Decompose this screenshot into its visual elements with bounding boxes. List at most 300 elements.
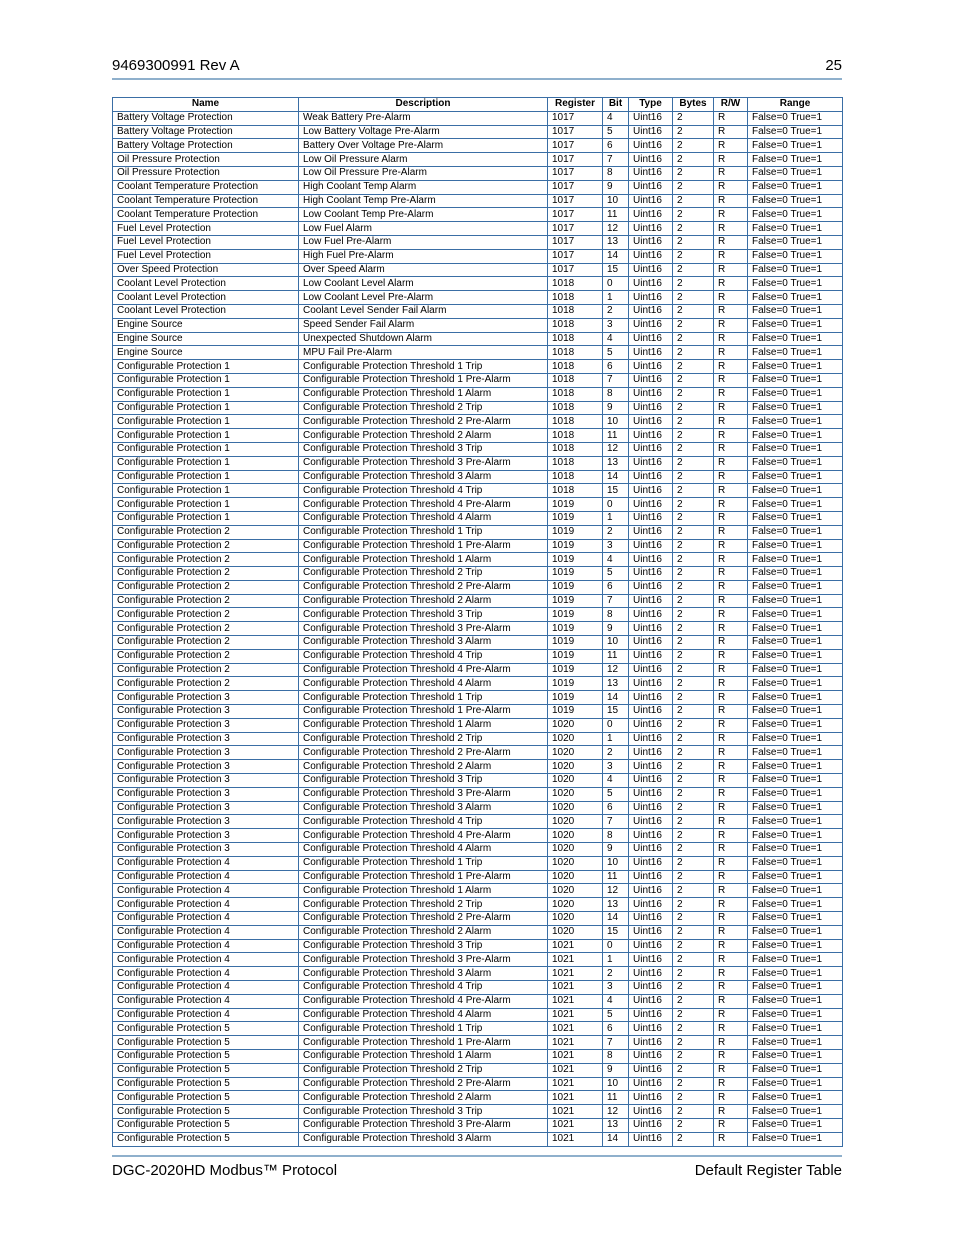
cell-description: Configurable Protection Threshold 1 Alarm xyxy=(299,718,548,732)
cell-rw: R xyxy=(714,332,748,346)
cell-register: 1018 xyxy=(548,304,603,318)
cell-name: Configurable Protection 4 xyxy=(113,898,299,912)
table-row xyxy=(113,912,843,926)
cell-range: False=0 True=1 xyxy=(748,567,843,581)
cell-bit: 10 xyxy=(603,636,629,650)
cell-range: False=0 True=1 xyxy=(748,925,843,939)
cell-range: False=0 True=1 xyxy=(748,360,843,374)
cell-register: 1020 xyxy=(548,815,603,829)
cell-rw: R xyxy=(714,649,748,663)
cell-description: Configurable Protection Threshold 4 Trip xyxy=(299,484,548,498)
cell-register: 1019 xyxy=(548,705,603,719)
cell-bytes: 2 xyxy=(673,222,714,236)
cell-description: Configurable Protection Threshold 1 Pre-Alarm xyxy=(299,373,548,387)
cell-register: 1019 xyxy=(548,663,603,677)
cell-register: 1021 xyxy=(548,939,603,953)
cell-register: 1018 xyxy=(548,470,603,484)
table-row xyxy=(113,387,843,401)
cell-bit: 4 xyxy=(603,553,629,567)
cell-description: Low Battery Voltage Pre-Alarm xyxy=(299,125,548,139)
cell-name: Configurable Protection 3 xyxy=(113,829,299,843)
cell-bit: 12 xyxy=(603,442,629,456)
cell-bit: 15 xyxy=(603,263,629,277)
cell-register: 1018 xyxy=(548,401,603,415)
cell-register: 1019 xyxy=(548,525,603,539)
cell-bit: 9 xyxy=(603,401,629,415)
cell-bit: 14 xyxy=(603,912,629,926)
table-row xyxy=(113,222,843,236)
cell-description: Configurable Protection Threshold 1 Trip xyxy=(299,525,548,539)
cell-description: Configurable Protection Threshold 3 Pre-Alarm xyxy=(299,787,548,801)
cell-name: Coolant Temperature Protection xyxy=(113,180,299,194)
cell-bytes: 2 xyxy=(673,1105,714,1119)
cell-name: Engine Source xyxy=(113,332,299,346)
cell-bytes: 2 xyxy=(673,622,714,636)
cell-range: False=0 True=1 xyxy=(748,401,843,415)
cell-range: False=0 True=1 xyxy=(748,884,843,898)
cell-name: Configurable Protection 1 xyxy=(113,360,299,374)
cell-name: Over Speed Protection xyxy=(113,263,299,277)
cell-register: 1019 xyxy=(548,594,603,608)
cell-rw: R xyxy=(714,580,748,594)
cell-description: Configurable Protection Threshold 2 Pre-Alarm xyxy=(299,746,548,760)
cell-description: Configurable Protection Threshold 1 Alarm xyxy=(299,553,548,567)
table-row xyxy=(113,567,843,581)
cell-bytes: 2 xyxy=(673,649,714,663)
cell-bit: 10 xyxy=(603,415,629,429)
cell-range: False=0 True=1 xyxy=(748,898,843,912)
cell-rw: R xyxy=(714,622,748,636)
cell-bytes: 2 xyxy=(673,925,714,939)
cell-bytes: 2 xyxy=(673,801,714,815)
cell-register: 1020 xyxy=(548,718,603,732)
cell-range: False=0 True=1 xyxy=(748,732,843,746)
cell-range: False=0 True=1 xyxy=(748,1008,843,1022)
cell-name: Configurable Protection 3 xyxy=(113,718,299,732)
cell-range: False=0 True=1 xyxy=(748,222,843,236)
cell-range: False=0 True=1 xyxy=(748,208,843,222)
cell-range: False=0 True=1 xyxy=(748,525,843,539)
cell-rw: R xyxy=(714,442,748,456)
table-row xyxy=(113,249,843,263)
cell-name: Configurable Protection 5 xyxy=(113,1105,299,1119)
cell-range: False=0 True=1 xyxy=(748,774,843,788)
cell-description: Configurable Protection Threshold 1 Alarm xyxy=(299,884,548,898)
table-row xyxy=(113,774,843,788)
cell-bytes: 2 xyxy=(673,442,714,456)
cell-bit: 6 xyxy=(603,139,629,153)
cell-type: Uint16 xyxy=(629,498,673,512)
cell-rw: R xyxy=(714,1008,748,1022)
cell-register: 1020 xyxy=(548,870,603,884)
cell-bit: 12 xyxy=(603,222,629,236)
cell-rw: R xyxy=(714,194,748,208)
table-row xyxy=(113,746,843,760)
cell-range: False=0 True=1 xyxy=(748,718,843,732)
cell-bit: 1 xyxy=(603,291,629,305)
cell-range: False=0 True=1 xyxy=(748,235,843,249)
table-row xyxy=(113,677,843,691)
cell-description: Over Speed Alarm xyxy=(299,263,548,277)
cell-name: Configurable Protection 4 xyxy=(113,856,299,870)
cell-rw: R xyxy=(714,746,748,760)
table-row xyxy=(113,925,843,939)
cell-register: 1020 xyxy=(548,746,603,760)
cell-name: Configurable Protection 1 xyxy=(113,415,299,429)
cell-rw: R xyxy=(714,870,748,884)
cell-bit: 8 xyxy=(603,1049,629,1063)
cell-type: Uint16 xyxy=(629,235,673,249)
cell-bit: 6 xyxy=(603,580,629,594)
cell-bytes: 2 xyxy=(673,291,714,305)
cell-bit: 8 xyxy=(603,608,629,622)
cell-rw: R xyxy=(714,235,748,249)
cell-bit: 8 xyxy=(603,829,629,843)
table-row xyxy=(113,636,843,650)
cell-bit: 7 xyxy=(603,815,629,829)
cell-register: 1020 xyxy=(548,898,603,912)
cell-name: Configurable Protection 1 xyxy=(113,456,299,470)
cell-description: Configurable Protection Threshold 3 Pre-Alarm xyxy=(299,1118,548,1132)
cell-name: Configurable Protection 4 xyxy=(113,925,299,939)
cell-bit: 14 xyxy=(603,1132,629,1146)
cell-range: False=0 True=1 xyxy=(748,511,843,525)
cell-bit: 15 xyxy=(603,484,629,498)
cell-description: Configurable Protection Threshold 4 Trip xyxy=(299,981,548,995)
cell-range: False=0 True=1 xyxy=(748,484,843,498)
cell-range: False=0 True=1 xyxy=(748,649,843,663)
cell-rw: R xyxy=(714,815,748,829)
column-header-bit: Bit xyxy=(603,98,629,112)
cell-name: Configurable Protection 3 xyxy=(113,787,299,801)
cell-name: Configurable Protection 5 xyxy=(113,1077,299,1091)
cell-type: Uint16 xyxy=(629,373,673,387)
cell-range: False=0 True=1 xyxy=(748,498,843,512)
cell-type: Uint16 xyxy=(629,401,673,415)
cell-range: False=0 True=1 xyxy=(748,318,843,332)
cell-type: Uint16 xyxy=(629,125,673,139)
cell-register: 1018 xyxy=(548,373,603,387)
cell-bytes: 2 xyxy=(673,208,714,222)
table-row xyxy=(113,166,843,180)
table-row xyxy=(113,1063,843,1077)
table-row xyxy=(113,277,843,291)
cell-range: False=0 True=1 xyxy=(748,125,843,139)
cell-type: Uint16 xyxy=(629,222,673,236)
cell-register: 1018 xyxy=(548,332,603,346)
cell-type: Uint16 xyxy=(629,580,673,594)
cell-rw: R xyxy=(714,498,748,512)
cell-range: False=0 True=1 xyxy=(748,470,843,484)
cell-range: False=0 True=1 xyxy=(748,346,843,360)
table-row xyxy=(113,263,843,277)
cell-rw: R xyxy=(714,263,748,277)
cell-type: Uint16 xyxy=(629,677,673,691)
cell-bit: 9 xyxy=(603,622,629,636)
cell-type: Uint16 xyxy=(629,291,673,305)
table-row xyxy=(113,1022,843,1036)
cell-bit: 13 xyxy=(603,456,629,470)
cell-name: Configurable Protection 1 xyxy=(113,429,299,443)
cell-rw: R xyxy=(714,511,748,525)
cell-rw: R xyxy=(714,1036,748,1050)
cell-description: Configurable Protection Threshold 3 Alarm xyxy=(299,636,548,650)
cell-bytes: 2 xyxy=(673,470,714,484)
cell-description: Configurable Protection Threshold 3 Trip xyxy=(299,608,548,622)
cell-register: 1018 xyxy=(548,277,603,291)
column-header-description: Description xyxy=(299,98,548,112)
cell-bit: 11 xyxy=(603,208,629,222)
table-row xyxy=(113,801,843,815)
cell-register: 1018 xyxy=(548,429,603,443)
cell-bit: 13 xyxy=(603,898,629,912)
cell-type: Uint16 xyxy=(629,856,673,870)
cell-rw: R xyxy=(714,415,748,429)
cell-register: 1019 xyxy=(548,511,603,525)
cell-bytes: 2 xyxy=(673,912,714,926)
cell-register: 1019 xyxy=(548,580,603,594)
cell-range: False=0 True=1 xyxy=(748,180,843,194)
cell-register: 1019 xyxy=(548,567,603,581)
cell-range: False=0 True=1 xyxy=(748,1118,843,1132)
cell-description: Configurable Protection Threshold 1 Alarm xyxy=(299,387,548,401)
cell-bit: 9 xyxy=(603,180,629,194)
cell-bytes: 2 xyxy=(673,235,714,249)
cell-register: 1019 xyxy=(548,608,603,622)
cell-bytes: 2 xyxy=(673,843,714,857)
cell-description: Configurable Protection Threshold 3 Alarm xyxy=(299,967,548,981)
cell-range: False=0 True=1 xyxy=(748,787,843,801)
cell-range: False=0 True=1 xyxy=(748,387,843,401)
cell-type: Uint16 xyxy=(629,870,673,884)
column-header-bytes: Bytes xyxy=(673,98,714,112)
cell-rw: R xyxy=(714,1077,748,1091)
cell-rw: R xyxy=(714,539,748,553)
cell-name: Configurable Protection 3 xyxy=(113,843,299,857)
cell-rw: R xyxy=(714,939,748,953)
cell-rw: R xyxy=(714,856,748,870)
document-number: 9469300991 Rev A xyxy=(112,57,240,74)
cell-type: Uint16 xyxy=(629,774,673,788)
cell-type: Uint16 xyxy=(629,843,673,857)
cell-name: Configurable Protection 2 xyxy=(113,649,299,663)
cell-bytes: 2 xyxy=(673,1063,714,1077)
table-row xyxy=(113,829,843,843)
table-row xyxy=(113,870,843,884)
cell-register: 1021 xyxy=(548,1049,603,1063)
cell-range: False=0 True=1 xyxy=(748,111,843,125)
footer-document-title: DGC-2020HD Modbus™ Protocol xyxy=(112,1162,338,1179)
cell-bytes: 2 xyxy=(673,829,714,843)
cell-description: Configurable Protection Threshold 4 Pre-Alarm xyxy=(299,994,548,1008)
cell-bit: 11 xyxy=(603,1091,629,1105)
cell-register: 1017 xyxy=(548,125,603,139)
cell-type: Uint16 xyxy=(629,111,673,125)
cell-bit: 12 xyxy=(603,663,629,677)
cell-rw: R xyxy=(714,677,748,691)
cell-bytes: 2 xyxy=(673,1008,714,1022)
table-row xyxy=(113,898,843,912)
cell-bytes: 2 xyxy=(673,360,714,374)
table-row xyxy=(113,691,843,705)
cell-bytes: 2 xyxy=(673,939,714,953)
cell-range: False=0 True=1 xyxy=(748,166,843,180)
cell-range: False=0 True=1 xyxy=(748,856,843,870)
cell-bit: 7 xyxy=(603,594,629,608)
cell-bytes: 2 xyxy=(673,856,714,870)
cell-description: Speed Sender Fail Alarm xyxy=(299,318,548,332)
cell-type: Uint16 xyxy=(629,1091,673,1105)
table-row xyxy=(113,732,843,746)
table-row xyxy=(113,1118,843,1132)
cell-rw: R xyxy=(714,829,748,843)
cell-bytes: 2 xyxy=(673,125,714,139)
cell-description: Configurable Protection Threshold 4 Alarm xyxy=(299,843,548,857)
table-row xyxy=(113,304,843,318)
cell-rw: R xyxy=(714,636,748,650)
cell-bit: 8 xyxy=(603,166,629,180)
cell-register: 1021 xyxy=(548,1105,603,1119)
cell-description: Configurable Protection Threshold 2 Trip xyxy=(299,898,548,912)
cell-name: Configurable Protection 4 xyxy=(113,994,299,1008)
cell-rw: R xyxy=(714,1132,748,1146)
cell-type: Uint16 xyxy=(629,153,673,167)
table-row xyxy=(113,1077,843,1091)
cell-range: False=0 True=1 xyxy=(748,691,843,705)
cell-rw: R xyxy=(714,843,748,857)
table-row xyxy=(113,649,843,663)
cell-description: Configurable Protection Threshold 2 Trip xyxy=(299,732,548,746)
cell-type: Uint16 xyxy=(629,456,673,470)
footer-section-title: Default Register Table xyxy=(694,1162,842,1179)
table-row xyxy=(113,663,843,677)
table-row xyxy=(113,967,843,981)
cell-type: Uint16 xyxy=(629,346,673,360)
cell-name: Configurable Protection 3 xyxy=(113,705,299,719)
cell-bytes: 2 xyxy=(673,953,714,967)
cell-bit: 14 xyxy=(603,470,629,484)
cell-register: 1019 xyxy=(548,677,603,691)
cell-name: Configurable Protection 4 xyxy=(113,967,299,981)
cell-bytes: 2 xyxy=(673,166,714,180)
cell-range: False=0 True=1 xyxy=(748,663,843,677)
cell-range: False=0 True=1 xyxy=(748,760,843,774)
cell-name: Configurable Protection 1 xyxy=(113,498,299,512)
cell-bytes: 2 xyxy=(673,677,714,691)
cell-name: Engine Source xyxy=(113,318,299,332)
cell-rw: R xyxy=(714,663,748,677)
cell-name: Configurable Protection 4 xyxy=(113,981,299,995)
cell-register: 1018 xyxy=(548,318,603,332)
table-row xyxy=(113,594,843,608)
cell-register: 1017 xyxy=(548,153,603,167)
cell-rw: R xyxy=(714,360,748,374)
table-row xyxy=(113,553,843,567)
table-row xyxy=(113,139,843,153)
cell-bytes: 2 xyxy=(673,249,714,263)
cell-range: False=0 True=1 xyxy=(748,373,843,387)
cell-name: Configurable Protection 1 xyxy=(113,387,299,401)
cell-type: Uint16 xyxy=(629,249,673,263)
cell-name: Oil Pressure Protection xyxy=(113,153,299,167)
cell-bytes: 2 xyxy=(673,139,714,153)
cell-type: Uint16 xyxy=(629,415,673,429)
cell-rw: R xyxy=(714,525,748,539)
cell-name: Configurable Protection 4 xyxy=(113,870,299,884)
cell-register: 1018 xyxy=(548,442,603,456)
cell-register: 1020 xyxy=(548,856,603,870)
cell-name: Configurable Protection 2 xyxy=(113,580,299,594)
cell-bytes: 2 xyxy=(673,1132,714,1146)
cell-range: False=0 True=1 xyxy=(748,677,843,691)
cell-description: Configurable Protection Threshold 1 Trip xyxy=(299,691,548,705)
cell-bit: 13 xyxy=(603,677,629,691)
cell-description: Configurable Protection Threshold 3 Pre-Alarm xyxy=(299,622,548,636)
cell-name: Engine Source xyxy=(113,346,299,360)
cell-bytes: 2 xyxy=(673,373,714,387)
cell-rw: R xyxy=(714,1091,748,1105)
cell-name: Configurable Protection 5 xyxy=(113,1049,299,1063)
cell-description: Configurable Protection Threshold 2 Trip xyxy=(299,401,548,415)
cell-bytes: 2 xyxy=(673,746,714,760)
cell-description: Configurable Protection Threshold 3 Pre-Alarm xyxy=(299,953,548,967)
cell-rw: R xyxy=(714,1063,748,1077)
cell-rw: R xyxy=(714,387,748,401)
cell-type: Uint16 xyxy=(629,1077,673,1091)
cell-bit: 3 xyxy=(603,318,629,332)
cell-rw: R xyxy=(714,1022,748,1036)
cell-range: False=0 True=1 xyxy=(748,580,843,594)
cell-bytes: 2 xyxy=(673,553,714,567)
cell-bit: 12 xyxy=(603,1105,629,1119)
cell-rw: R xyxy=(714,125,748,139)
table-header-row xyxy=(113,98,843,112)
cell-rw: R xyxy=(714,139,748,153)
column-header-rw: R/W xyxy=(714,98,748,112)
cell-register: 1019 xyxy=(548,622,603,636)
cell-register: 1020 xyxy=(548,912,603,926)
cell-rw: R xyxy=(714,594,748,608)
cell-description: Configurable Protection Threshold 2 Alarm xyxy=(299,1091,548,1105)
cell-name: Coolant Level Protection xyxy=(113,277,299,291)
cell-register: 1017 xyxy=(548,139,603,153)
cell-description: Configurable Protection Threshold 4 Pre-Alarm xyxy=(299,498,548,512)
cell-register: 1018 xyxy=(548,415,603,429)
cell-description: Configurable Protection Threshold 2 Trip xyxy=(299,1063,548,1077)
cell-bytes: 2 xyxy=(673,304,714,318)
cell-description: Configurable Protection Threshold 2 Alarm xyxy=(299,760,548,774)
table-row xyxy=(113,498,843,512)
cell-name: Configurable Protection 5 xyxy=(113,1091,299,1105)
cell-name: Configurable Protection 3 xyxy=(113,746,299,760)
cell-type: Uint16 xyxy=(629,636,673,650)
cell-name: Battery Voltage Protection xyxy=(113,139,299,153)
cell-rw: R xyxy=(714,153,748,167)
cell-name: Configurable Protection 2 xyxy=(113,622,299,636)
cell-bytes: 2 xyxy=(673,263,714,277)
cell-register: 1017 xyxy=(548,111,603,125)
cell-description: Configurable Protection Threshold 3 Trip xyxy=(299,774,548,788)
cell-bit: 11 xyxy=(603,649,629,663)
cell-description: Configurable Protection Threshold 3 Alarm xyxy=(299,801,548,815)
cell-register: 1021 xyxy=(548,1022,603,1036)
cell-type: Uint16 xyxy=(629,304,673,318)
cell-bit: 7 xyxy=(603,373,629,387)
table-row xyxy=(113,208,843,222)
register-table xyxy=(112,97,843,1147)
cell-register: 1017 xyxy=(548,194,603,208)
cell-bytes: 2 xyxy=(673,511,714,525)
